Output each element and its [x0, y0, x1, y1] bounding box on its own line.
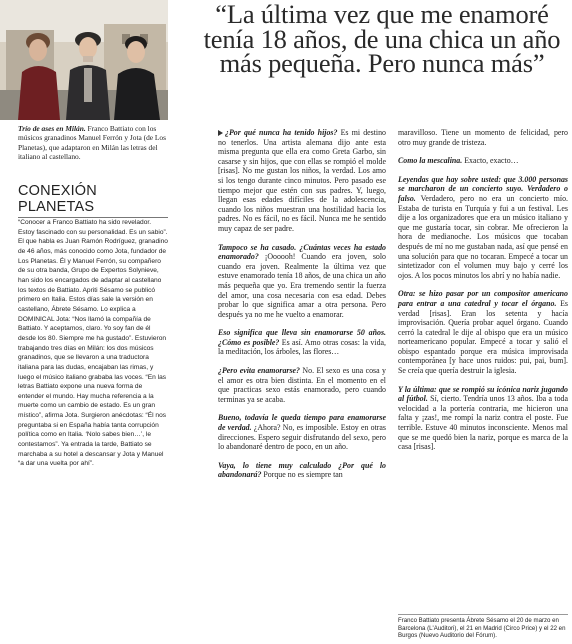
interview-paragraph: [218, 128, 386, 234]
interview-paragraph: [398, 175, 568, 281]
interview-answer: Es mi destino no tenerlos. Una artista alemana dijo ante esta misma pregunta que ella era como Greta Garbo, sin casarse y sin hijos, que con ellas se rompió el molde [risas]. No me gustan los niños, la verdad. Los amo si los tengo durante cinco minutos. Pero pasado ese tiempo mejor que estén con sus padres. Y, luego, llegan esas edades difíciles de la adolescencia, cuando los niños muestran una hostilidad hacia los padres. No es fácil, no es fácil. Nunca me he sentido muy capaz de ser padre.: [218, 128, 387, 233]
interview-answer: Verdadero, pero no era un concierto mío. Estaba de turista en Turquía y fui a un festival. Les dije a los organizadores que era un músico italiano y que me gustaría tocar, sin cobrar. Me ofrecieron la hora de medianoche. Los músicos que tocaban después de mí no me gustaban nada, así que pensé en una solución para que no tocaran. Empecé a tocar un sintetizador con el volumen muy bajo y cerré los ojos. A los pocos minutos los abrí y no había nadie.: [398, 193, 568, 280]
interview-paragraph: [398, 128, 568, 147]
interview-paragraph: [218, 243, 386, 320]
interview-paragraph: [218, 461, 386, 480]
interview-paragraph: [398, 289, 568, 375]
interview-question: Vaya, lo tiene muy calculado ¿Por qué lo abandonará?: [218, 460, 386, 480]
interview-question: ¿Pero evita enamorarse?: [218, 366, 300, 376]
interview-answer: ¿Ahora? No, es imposible. Estoy en otras direcciones. Espero seguir disfrutando del sexo, pero lo abandonaré dentro de poco, en un año.: [218, 423, 387, 452]
musicians-photo: [0, 0, 168, 120]
interview-answer: Es verdad [risas]. Eran los setenta y hacía improvisación. Quería probar aquel órgano. Cuando cerró la catedral le dije al obispo que era un músico norteamericano popular. Empecé a tocar y salió el obispo espantado porque era música improvisada contemporánea [y hace unos ruidos: pui, pai, bum]. Se creía que quería destruir la iglesia.: [398, 298, 568, 376]
interview-answer: Porque no es siempre tan: [261, 470, 343, 480]
interview-question: Y la última: que se rompió su icónica nariz jugando al fútbol.: [398, 384, 568, 404]
sidebar-title: [18, 183, 168, 218]
interview-answer: Es así. Amo otras cosas: la vida, la meditación, los árboles, las flores…: [218, 337, 386, 357]
interview-answer: ¡Oooooh! Cuando era joven, solo cuando era joven. Realmente la última vez que estuve enamorado tenía 18 años, de una chica un año más pequeña que yo. Era tremendo sentir la fuerza del amor, una cosa necesaria con esa edad. Debes probar lo que significa amar a otra persona. Pero después ya no me he vuelto a enamorar.: [218, 252, 386, 319]
interview-answer: Sí, cierto. Tendría unos 13 años. Iba a toda velocidad a la portería contraria, me hicieron una falta y ¡zas!, me rompí la nariz contra el poste. Fue terrible. Estuve 40 minutos inconsciente. Menos mal que se me quedó bien la nariz, porque es marca de la casa [risas].: [398, 394, 569, 452]
caption-text: Franco Battiato con los músicos granadinos Manuel Ferrón y Jota (de Los Planetas), que adaptaron en Milán las letras del italiano al castellano.: [18, 124, 166, 161]
interview-answer: No. El sexo es una cosa y el amor es otra bien distinta. En el momento en el que practicas sexo estás enamorado, pero cuando terminas ya se acaba.: [218, 366, 386, 404]
interview-paragraph: [398, 385, 568, 452]
interview-paragraph: [398, 156, 568, 166]
interview-question: ¿Por qué nunca ha tenido hijos?: [225, 128, 338, 137]
interview-column-2: [398, 128, 568, 461]
interview-question: Eso significa que lleva sin enamorarse 50 años. ¿Cómo es posible?: [218, 328, 386, 347]
sidebar-body: [18, 218, 169, 469]
interview-paragraph: [218, 413, 386, 451]
interview-paragraph: [218, 366, 386, 404]
sidebar-title-line2: PLANETAS: [18, 199, 95, 215]
interview-answer: Exacto, exacto…: [462, 156, 519, 166]
sidebar-paragraph: “Conocer a Franco Battiato ha sido revelador. Estoy fascinado con su personalidad. Es un sabio”. El que habla es Juan Ramón Rodríguez, granadino de 46 años, más conocido como Jota, fundador de Los Planetas. Él y Manuel Ferrón, su compañero de su otra banda, Grupo de Expertos Solynieve, han sido los encargados de adaptar al castellano los textos de Battiato. Apriti Sésamo se publicó primero en Italia. Estos días sale la versión en castellano, Ábrete Sésamo. Lo explica a DOMINICAL Jota: “Nos llamó la compañía de Battiato. Y aceptamos, claro. Yo soy fan de él desde los 80. Siempre me ha gustado”. Estuvieron trabajando tres días en Milán: los dos músicos granadinos, que se llevaron a una traductora italiana para las dudas, encajaban las rimas, y luego el músico italiano grababa las voces. “En las letras Battiato expone una nueva forma de entender el mundo. Hay mucha referencia a la muerte como un cambio de estado. Es un gran místico”, afirma Jota. Surgieron anécdotas: “Él nos preguntaba si en España había tanta corrupción política como en Italia. ‘Nolo sabes bien…’, le contestamos”. Ya entrada la tarde, Battiato se marchaba a su hotel a descansar y Jota y Manuel “a dar una vuelta por ahí”.: [18, 219, 168, 468]
photo: [0, 0, 168, 120]
interview-answer: maravilloso. Tiene un momento de felicidad, pero otro muy grande de tristeza.: [398, 128, 568, 147]
sidebar-title-line1: CONEXIÓN: [18, 183, 97, 199]
caption-lead: Trío de ases en Milán.: [18, 124, 86, 133]
interview-question: Como la mescalina.: [398, 156, 463, 166]
arrow-icon: [218, 130, 223, 136]
interview-question: Leyendas que hay sobre usted: que 3.000 personas se marcharon de un concierto suyo. Verdadero o falso.: [398, 174, 568, 203]
pull-quote: “La última vez que me enamoré tenía 18 años, de una chica un año más pequeña. Pero nunca más”: [203, 0, 561, 78]
interview-question: Bueno, todavía le queda tiempo para enamorarse de verdad.: [218, 413, 386, 433]
footnote: Franco Battiato presenta Ábrete Sésamo el 20 de marzo en Barcelona (L'Auditori), el 21 en Madrid (Circo Price) y el 22 en Burgos (Nuevo Auditorio del Fórum).: [398, 614, 568, 640]
photo-caption: [18, 124, 168, 161]
interview-question: Tampoco se ha casado. ¿Cuántas veces ha estado enamorado?: [218, 242, 386, 262]
interview-column-1: [218, 128, 386, 489]
interview-question: Otra: se hizo pasar por un compositor americano para entrar a una catedral y tocar el órgano.: [398, 289, 568, 308]
interview-paragraph: [218, 328, 386, 357]
